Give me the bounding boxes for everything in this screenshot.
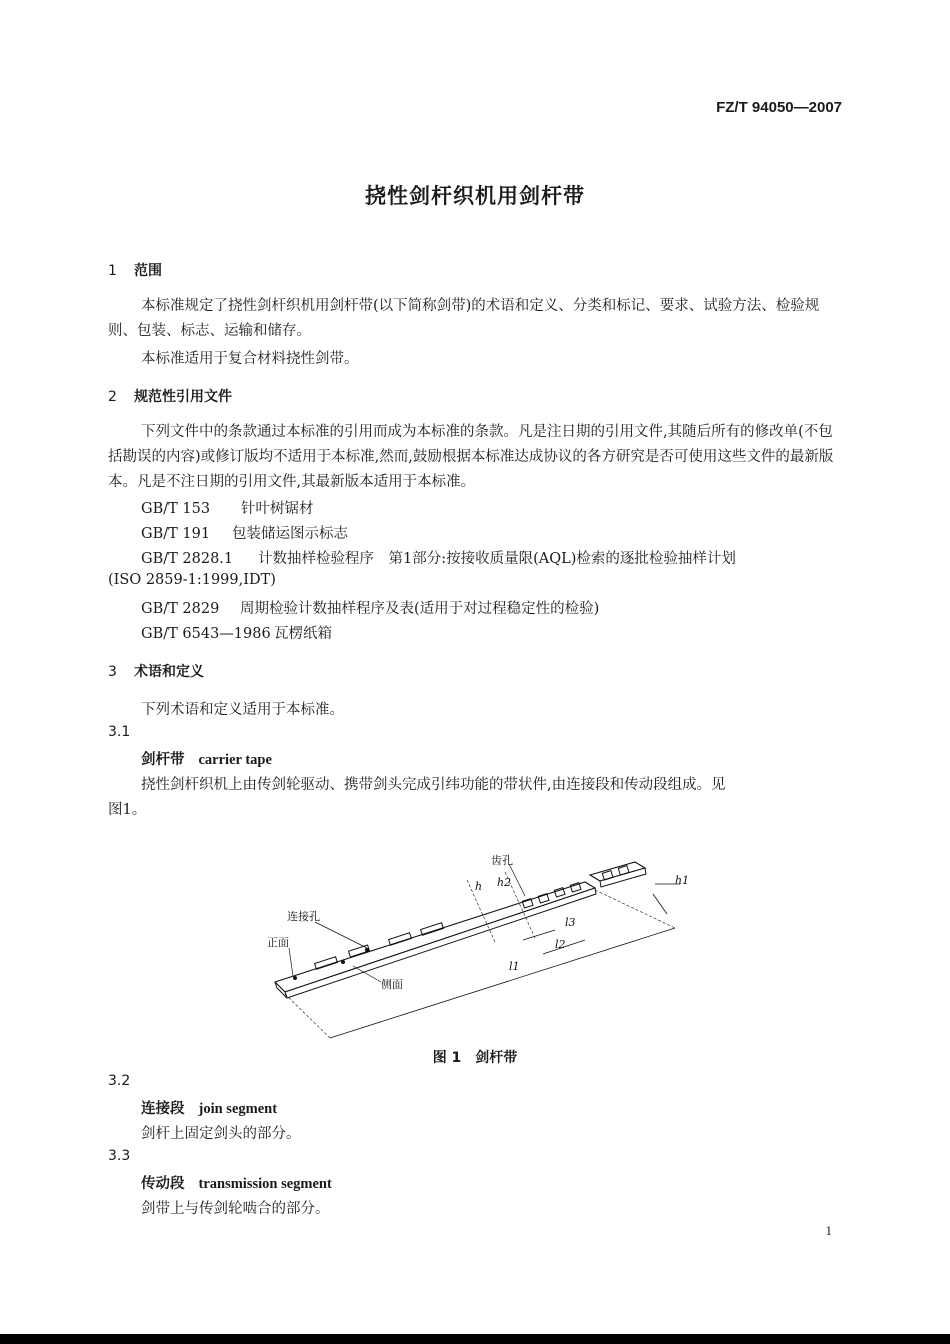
section-number: 1	[108, 263, 117, 279]
term-definition: 剑杆上固定剑头的部分。	[141, 1126, 301, 1142]
reference-item	[141, 497, 314, 518]
label-teeth-hole: 齿孔	[491, 854, 513, 867]
label-h: h	[475, 880, 483, 893]
tape-top-face	[275, 882, 595, 992]
label-front: 正面	[267, 936, 289, 949]
leader-line	[509, 864, 525, 896]
page-bottom-bar	[0, 1334, 950, 1344]
label-h1: h1	[675, 874, 690, 887]
reference-continuation: (ISO 2859-1:1999,IDT)	[108, 572, 276, 588]
reference-title: 计数抽样检验程序 第1部分:按接收质量限(AQL)检索的逐批检验抽样计划	[258, 551, 736, 567]
term-zh: 连接段	[141, 1100, 185, 1117]
reference-title: 包装储运图示标志	[232, 526, 348, 542]
dimension-line-l3	[523, 930, 555, 940]
section-2-paragraph-1: 下列文件中的条款通过本标准的引用而成为本标准的条款。凡是注日期的引用文件,其随后所有的修改单(不包括勘误的内容)或修订版均不适用于本标准,然而,鼓励根据本标准达成协议的各方研究是否可使用这些文件的最新版本。凡是不注日期的引用文件,其最新版本适用于本标准。	[108, 424, 834, 490]
reference-title: 针叶树锯材	[241, 501, 314, 517]
connect-hole-mark	[293, 976, 297, 980]
term-zh: 剑杆带	[141, 751, 185, 768]
reference-title: 瓦楞纸箱	[274, 626, 332, 642]
section-number: 2	[108, 389, 117, 405]
term-definition-line-2: 图1。	[108, 802, 147, 818]
leader-line	[289, 948, 293, 976]
page-number: 1	[825, 1223, 832, 1238]
extension-line	[285, 994, 330, 1038]
term-definition: 剑带上与传剑轮啮合的部分。	[141, 1201, 330, 1217]
label-l2: l2	[555, 938, 566, 951]
section-1-paragraph-1: 本标准规定了挠性剑杆织机用剑杆带(以下简称剑带)的术语和定义、分类和标记、要求、试验方法、检验规则、包装、标志、运输和储存。	[108, 298, 820, 339]
label-h2: h2	[497, 876, 512, 889]
reference-code: GB/T 2828.1	[141, 551, 234, 567]
section-1-paragraph-2: 本标准适用于复合材料挠性剑带。	[141, 351, 359, 367]
label-l1: l1	[509, 960, 520, 973]
label-side: 侧面	[381, 978, 403, 991]
reference-item	[141, 597, 599, 618]
section-title: 规范性引用文件	[134, 389, 232, 405]
reference-item	[141, 622, 332, 643]
reference-title: 周期检验计数抽样程序及表(适用于对过程稳定性的检验)	[240, 601, 600, 617]
document-title: 挠性剑杆织机用剑杆带	[365, 184, 585, 208]
term-en: transmission segment	[198, 1176, 332, 1192]
connect-hole-mark	[341, 960, 345, 964]
reference-code: GB/T 2829	[141, 601, 220, 617]
carrier-tape-figure	[255, 842, 695, 1042]
clause-3-3-number: 3.3	[108, 1148, 131, 1164]
leader-line	[315, 922, 367, 948]
section-number: 3	[108, 664, 117, 680]
standard-code: FZ/T 94050—2007	[716, 99, 842, 116]
extension-line	[595, 890, 675, 928]
reference-item	[141, 522, 348, 543]
label-connect-hole: 连接孔	[287, 910, 320, 923]
reference-code: GB/T 6543—1986	[141, 626, 271, 642]
figure-caption: 图 1 剑杆带	[432, 1050, 518, 1066]
term-en: join segment	[198, 1101, 278, 1117]
section-3-heading	[108, 661, 204, 681]
reference-item	[141, 547, 736, 568]
term-en: carrier tape	[198, 752, 272, 768]
term-join-segment	[141, 1097, 277, 1118]
dimension-line-h	[653, 894, 667, 914]
clause-3-1-number: 3.1	[108, 724, 131, 740]
section-2-heading	[108, 386, 232, 406]
tape-side-face	[285, 888, 596, 998]
term-definition-line-1: 挠性剑杆织机上由传剑轮驱动、携带剑头完成引纬功能的带状件,由连接段和传动段组成。见	[141, 777, 726, 793]
clause-3-2-number: 3.2	[108, 1073, 131, 1089]
section-3-intro: 下列术语和定义适用于本标准。	[141, 702, 344, 718]
term-transmission-segment	[141, 1172, 332, 1193]
section-1-heading	[108, 260, 162, 280]
section-title: 术语和定义	[134, 664, 204, 680]
reference-code: GB/T 191	[141, 526, 211, 542]
term-zh: 传动段	[141, 1175, 185, 1192]
section-title: 范围	[134, 263, 162, 279]
label-l3: l3	[565, 916, 576, 929]
term-carrier-tape	[141, 748, 272, 769]
reference-code: GB/T 153	[141, 501, 211, 517]
